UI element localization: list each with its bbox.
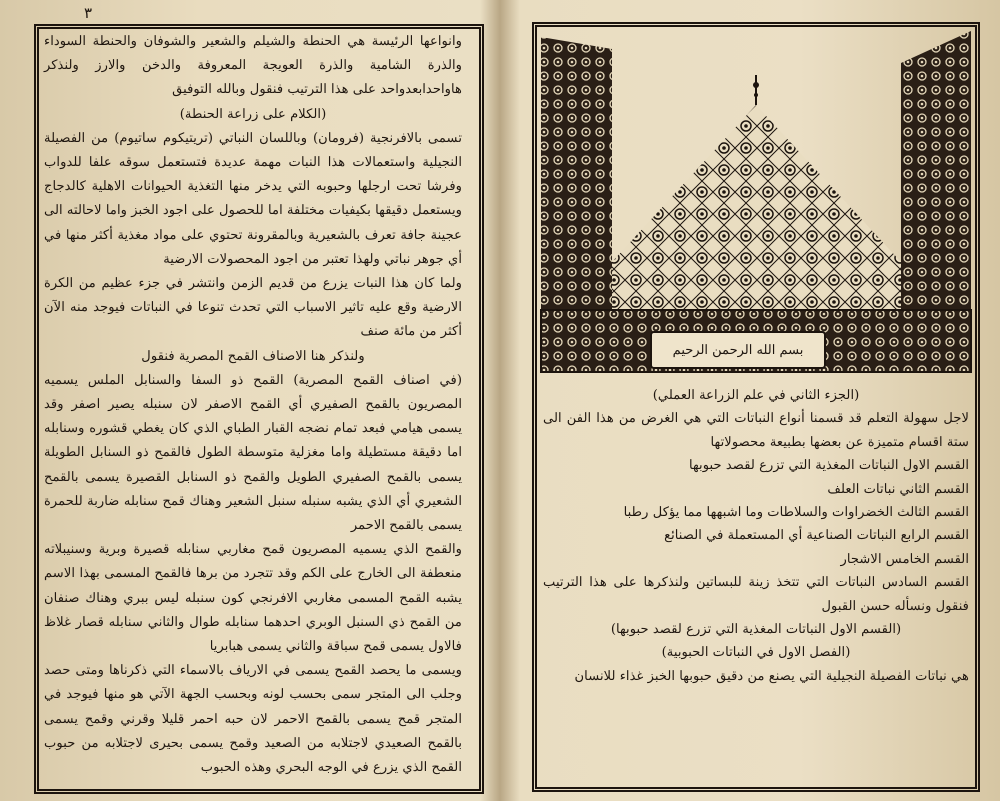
section-heading-wheat: (الكلام على زراعة الحنطة)	[179, 106, 327, 122]
left-paragraph-4: ولما كان هذا النبات يزرع من قديم الزمن وانتشر في جزء عظيم من الكرة الارضية وقع عليه تاثير الاسباب التي تحدث تنوعا في النباتات فيوجد منه الآن أكثر من مائة صنف	[44, 276, 462, 340]
left-paragraph-6: (في اصناف القمح المصرية) القمح ذو السفا والسنابل الملس يسميه المصريون بالقمح الصفيري أي القمح الاصفر لان سنبله يصير اصفر وقد يسمى هيامي فبعد تمام نضجه القبار الطباي الذي كان يغطي قشوره وسنابله اما دقيقة مستطيلة واما مغزلية متوسطة الطول فالقمح ذو السنابل الطويلة يسمى بالقمح الصفيري الطويل والقمح ذو السنابل القصيرة يسمى بالقمح الشعيري أي الذي يشبه سنبله سنبل الشعير وهناك قمح سنابله ضاربة للحمرة يسمى بالقمح الاحمر	[44, 372, 462, 534]
ornamental-headpiece	[537, 27, 975, 376]
category-1: القسم الاول النباتات المغذية التي تزرع لقصد حبوبها	[688, 458, 969, 474]
category-4: القسم الرابع النباتات الصناعية أي المستعملة في الصنائع	[664, 528, 969, 544]
part-two-heading: (الجزء الثاني في علم الزراعة العملي)	[652, 388, 860, 403]
right-paragraph-last: هي نباتات الفصيلة النجيلية التي يصنع من دقيق حبوبها الخبز غذاء للانسان	[574, 668, 969, 684]
category-3: القسم الثالث الخضراوات والسلاطات وما اشبهها مما يؤكل رطبا	[623, 505, 969, 521]
right-page-text	[543, 384, 969, 688]
category-6: القسم السادس النباتات التي تتخذ زينة للبساتين ولنذكرها على هذا الترتيب فنقول ونسأله حسن القبول	[543, 575, 969, 614]
left-paragraph-7: والقمح الذي يسميه المصريون قمح مغاربي سنابله قصيرة وبرية وسنيبلاته منعطفة الى الخارج على الكم وقد تتجرد من برها فالقمح المسمى بهذا الاسم يشبه القمح المسمى مغاربي الافرنجي كون سنبله ليس ببري وهناك صنفان من القمح ذي السنبل الوبري احدهما سنابله طوال والثاني سنابله قصار غلاظ فالاول يسمى قمح سباقة والثاني يسمى هبابريا	[44, 542, 462, 655]
category-5: القسم الخامس الاشجار	[840, 551, 969, 567]
section-heading-grain-plants: (القسم الاول النباتات المغذية التي تزرع لقصد حبوبها)	[610, 622, 902, 638]
left-paragraph-5: ولنذكر هنا الاصناف القمح المصرية فنقول	[141, 348, 365, 364]
left-paragraph-1: وانواعها الرئيسة هي الحنطة والشيلم والشعير والشوفان والحنطة السوداء والذرة الشامية والذرة العويجة المعروفة والدخن والارز ولنذكر هاواحدابعدواحد على هذا الترتيب فنقول وبالله التوفيق	[44, 34, 462, 98]
category-2: القسم الثاني نباتات العلف	[827, 481, 969, 497]
left-page-text	[44, 30, 462, 780]
right-paragraph-intro: لاجل سهولة التعلم قد قسمنا أنواع النباتات التي هي الغرض من هذا الفن الى ستة اقسام متميزة عن بعضها بطبيعة محصولاتها	[543, 411, 969, 450]
basmala-cartouche	[650, 331, 826, 369]
page-number: ٣	[84, 4, 93, 22]
left-paragraph-3: تسمى بالافرنجية (فرومان) وباللسان النباتي (تريتيكوم ساتيوم) من الفصيلة النجيلية واستعمالات هذا النبات مهمة عديدة فتستعمل سوقه علفا للدواب وفرشا تحت ارجلها وحبوبه التي يدخر منها التغذية الحيوانات الاهلية كالدجاج ويستعمل دقيقها بكيفيات مختلفة اما للحصول على اجود الخبز واما لاحالته الى عجينة جافة تعرف بالشعيرية وبالمقرونة تحتوي على مواد مغذية أكثر منها في أي جوهر نباتي ولهذا تعتبر من اجود المحصولات الارضية	[44, 130, 462, 267]
right-page	[505, 0, 1000, 801]
left-paragraph-8: ويسمى ما يحصد القمح يسمى في الارياف بالاسماء التي ذكرناها ومتى حصد وجلب الى المتجر سمى بحسب لونه وبحسب الجهة الآتي هو منها فيوجد في المتجر قمح يسمى بالقمح الاحمر لان حبه احمر قليلا وقرني وقمح يسمى بالقمح الصعيدي لاجتلابه من الصعيد وقمح يسمى بحيرى لاجتلابه من حبوب القمح الذي يزرع في الوجه البحري وهذه الحبوب	[44, 663, 462, 776]
basmala-text: بسم الله الرحمن الرحيم	[650, 331, 826, 369]
chapter-heading-cereals: (الفصل الاول في النباتات الحبوبية)	[661, 645, 851, 661]
